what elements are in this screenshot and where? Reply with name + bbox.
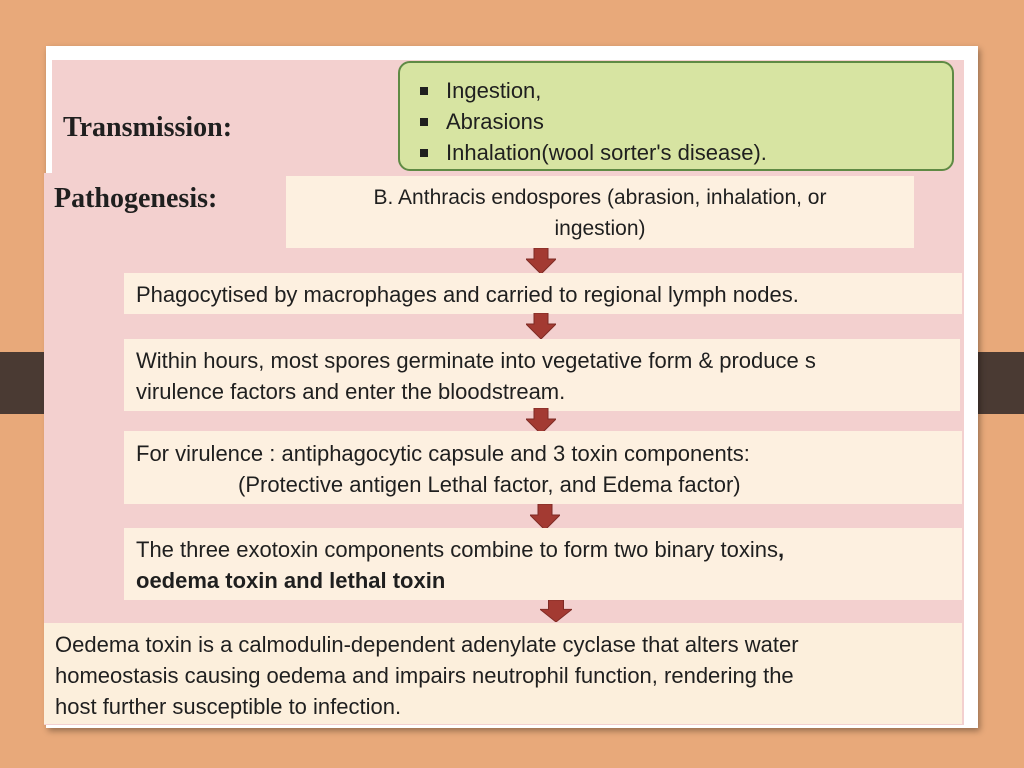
list-item: Inhalation(wool sorter's disease). xyxy=(420,137,952,168)
square-bullet-icon xyxy=(420,87,428,95)
square-bullet-icon xyxy=(420,118,428,126)
step-box-5: Oedema toxin is a calmodulin-dependent adenylate cyclase that alters water homeostasis causing oedema and impairs neutrophil function, rendering the host further susceptible to infection. xyxy=(44,623,962,724)
transmission-list xyxy=(400,63,952,168)
down-arrow-icon xyxy=(540,600,572,622)
decorative-band-right xyxy=(978,352,1024,414)
step-box-1: Phagocytised by macrophages and carried to regional lymph nodes. xyxy=(124,273,962,314)
list-item: Abrasions xyxy=(420,106,952,137)
list-item: Ingestion, xyxy=(420,75,952,106)
decorative-band-left xyxy=(0,352,44,414)
step-box-2: Within hours, most spores germinate into vegetative form & produce s virulence factors and enter the bloodstream. xyxy=(124,339,960,411)
source-box: B. Anthracis endospores (abrasion, inhalation, or ingestion) xyxy=(286,176,914,248)
square-bullet-icon xyxy=(420,149,428,157)
step-box-4: The three exotoxin components combine to form two binary toxins, oedema toxin and lethal toxin xyxy=(124,528,962,600)
pathogenesis-heading: Pathogenesis: xyxy=(54,183,218,214)
down-arrow-icon xyxy=(530,504,560,530)
transmission-list-box xyxy=(398,61,954,171)
down-arrow-icon xyxy=(526,248,556,274)
step-box-3: For virulence : antiphagocytic capsule and 3 toxin components: (Protective antigen Lethal factor, and Edema factor) xyxy=(124,431,962,504)
transmission-heading: Transmission: xyxy=(63,112,233,143)
down-arrow-icon xyxy=(526,313,556,339)
